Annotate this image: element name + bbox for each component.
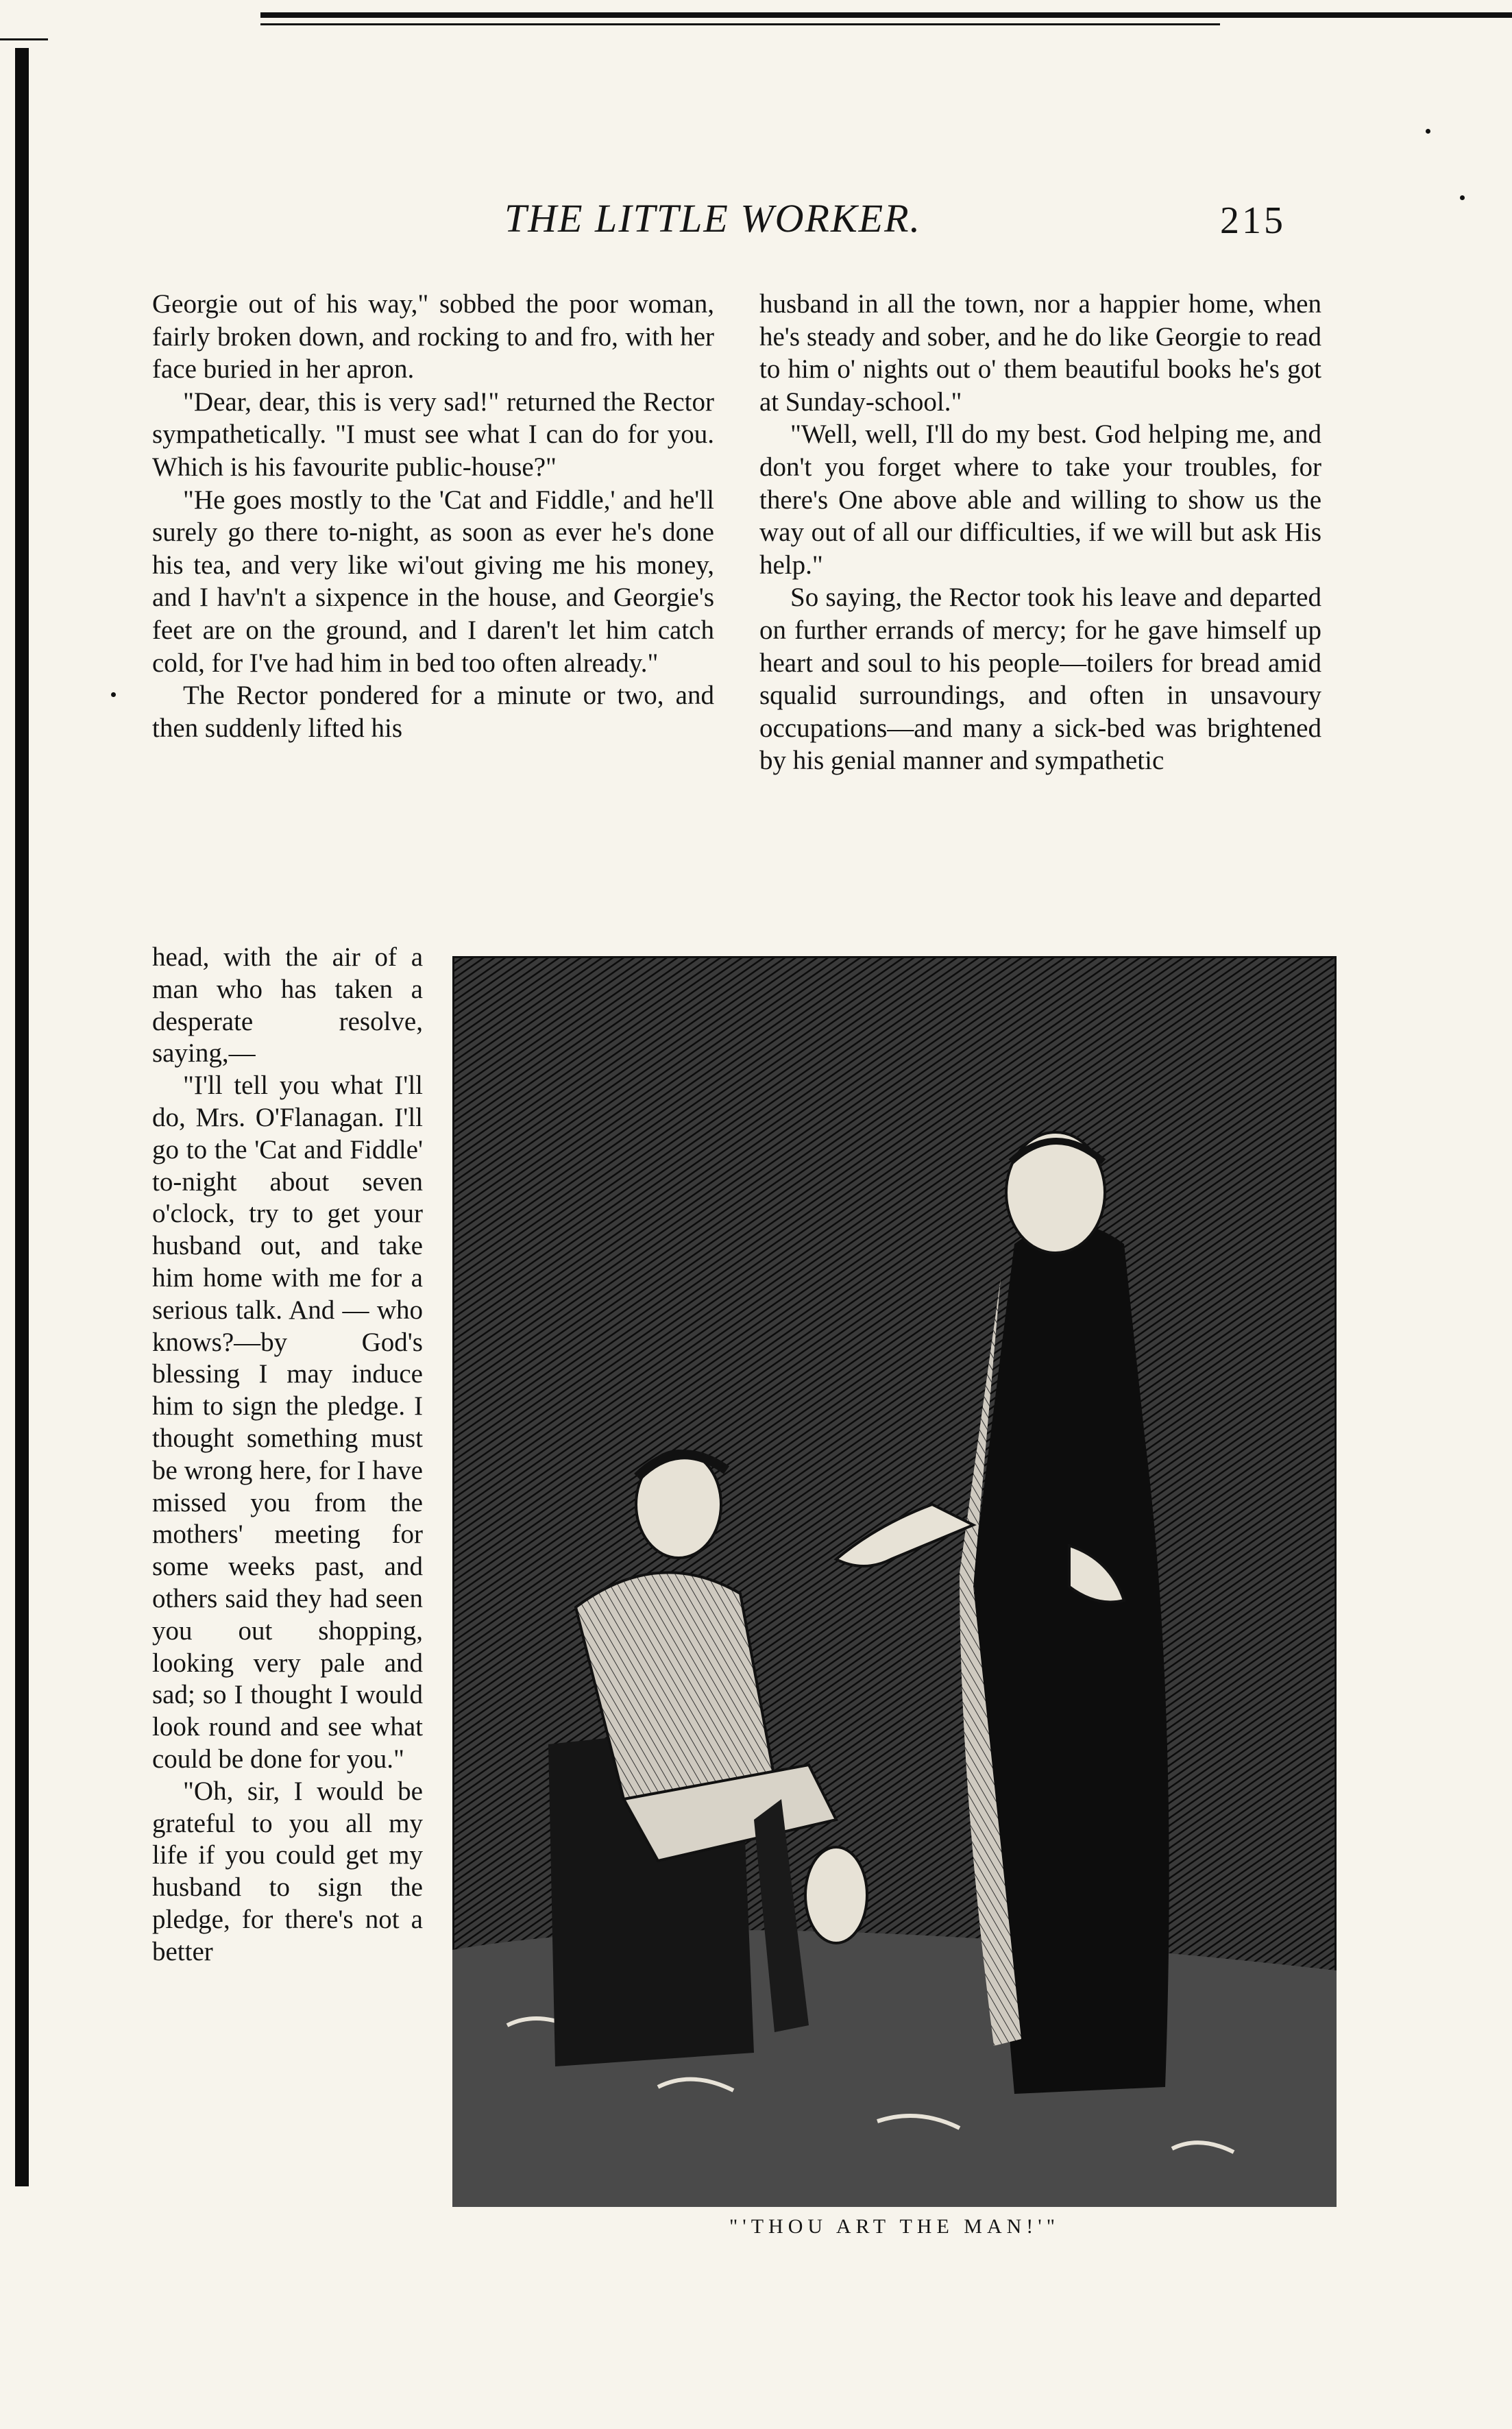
page-number: 215	[1220, 199, 1286, 242]
paragraph: "Well, well, I'll do my best. God helping me, and don't you forget where to take your troubles, for there's One above able and willing to show us the way out of all our difficulties, if we will but ask His help."	[759, 419, 1321, 580]
speck	[1426, 129, 1430, 134]
paragraph: So saying, the Rector took his leave and departed on further errands of mercy; for he gave himself up heart and soul to his people—toilers for bread amid squalid surroundings, and often in unsavoury occupations—and many a sick-bed was brightened by his genial manner and sympathetic	[759, 583, 1321, 776]
paragraph: Georgie out of his way," sobbed the poor woman, fairly broken down, and rocking to and fro, with her face buried in her apron.	[152, 289, 714, 385]
running-title: THE LITTLE WORKER.	[504, 196, 921, 241]
left-column	[152, 288, 714, 744]
paragraph: "He goes mostly to the 'Cat and Fiddle,' and he'll surely go there to-night, as soon as ever he's done his tea, and very like wi'out giving me his money, and I hav'n't a sixpence in the house, and Georgie's feet are on the ground, and I daren't let him catch cold, for I've had him in bed too often already."	[152, 485, 714, 678]
right-column	[759, 288, 1321, 777]
paragraph: "I'll tell you what I'll do, Mrs. O'Flanagan. I'll go to the 'Cat and Fiddle' to-night about seven o'clock, try to get your husband out, and take him home with me for a serious talk. And — who knows?—by God's blessing I may induce him to sign the pledge. I thought something must be wrong here, for I have missed you from the mothers' meeting for some weeks past, and others said they had seen you out shopping, looking very pale and sad; so I thought I would look round and see what could be done for you."	[152, 1071, 423, 1774]
paragraph: The Rector pondered for a minute or two, and then suddenly lifted his	[152, 681, 714, 743]
wrap-column	[152, 942, 423, 1968]
speck	[1460, 195, 1465, 200]
hat-in-hand	[805, 1847, 867, 1943]
top-rule	[260, 12, 1512, 18]
speck	[111, 692, 116, 697]
corner-mark	[0, 34, 48, 44]
engraving-illustration	[452, 956, 1337, 2207]
illustration-caption: "'THOU ART THE MAN!'"	[729, 2215, 1060, 2238]
top-rule-thin	[260, 23, 1220, 25]
paragraph: husband in all the town, nor a happier home, when he's steady and sober, and he do like Georgie to read to him o' nights out o' them beautiful books he's got at Sunday-school."	[759, 289, 1321, 417]
paragraph: "Oh, sir, I would be grateful to you all my life if you could get my husband to sign the pledge, for there's not a better	[152, 1776, 423, 1966]
paragraph: "Dear, dear, this is very sad!" returned the Rector sympathetically. "I must see what I can do for you. Which is his favourite public-house?"	[152, 387, 714, 482]
binding-edge	[15, 48, 29, 2186]
paragraph: head, with the air of a man who has taken a desperate resolve, saying,—	[152, 942, 423, 1069]
